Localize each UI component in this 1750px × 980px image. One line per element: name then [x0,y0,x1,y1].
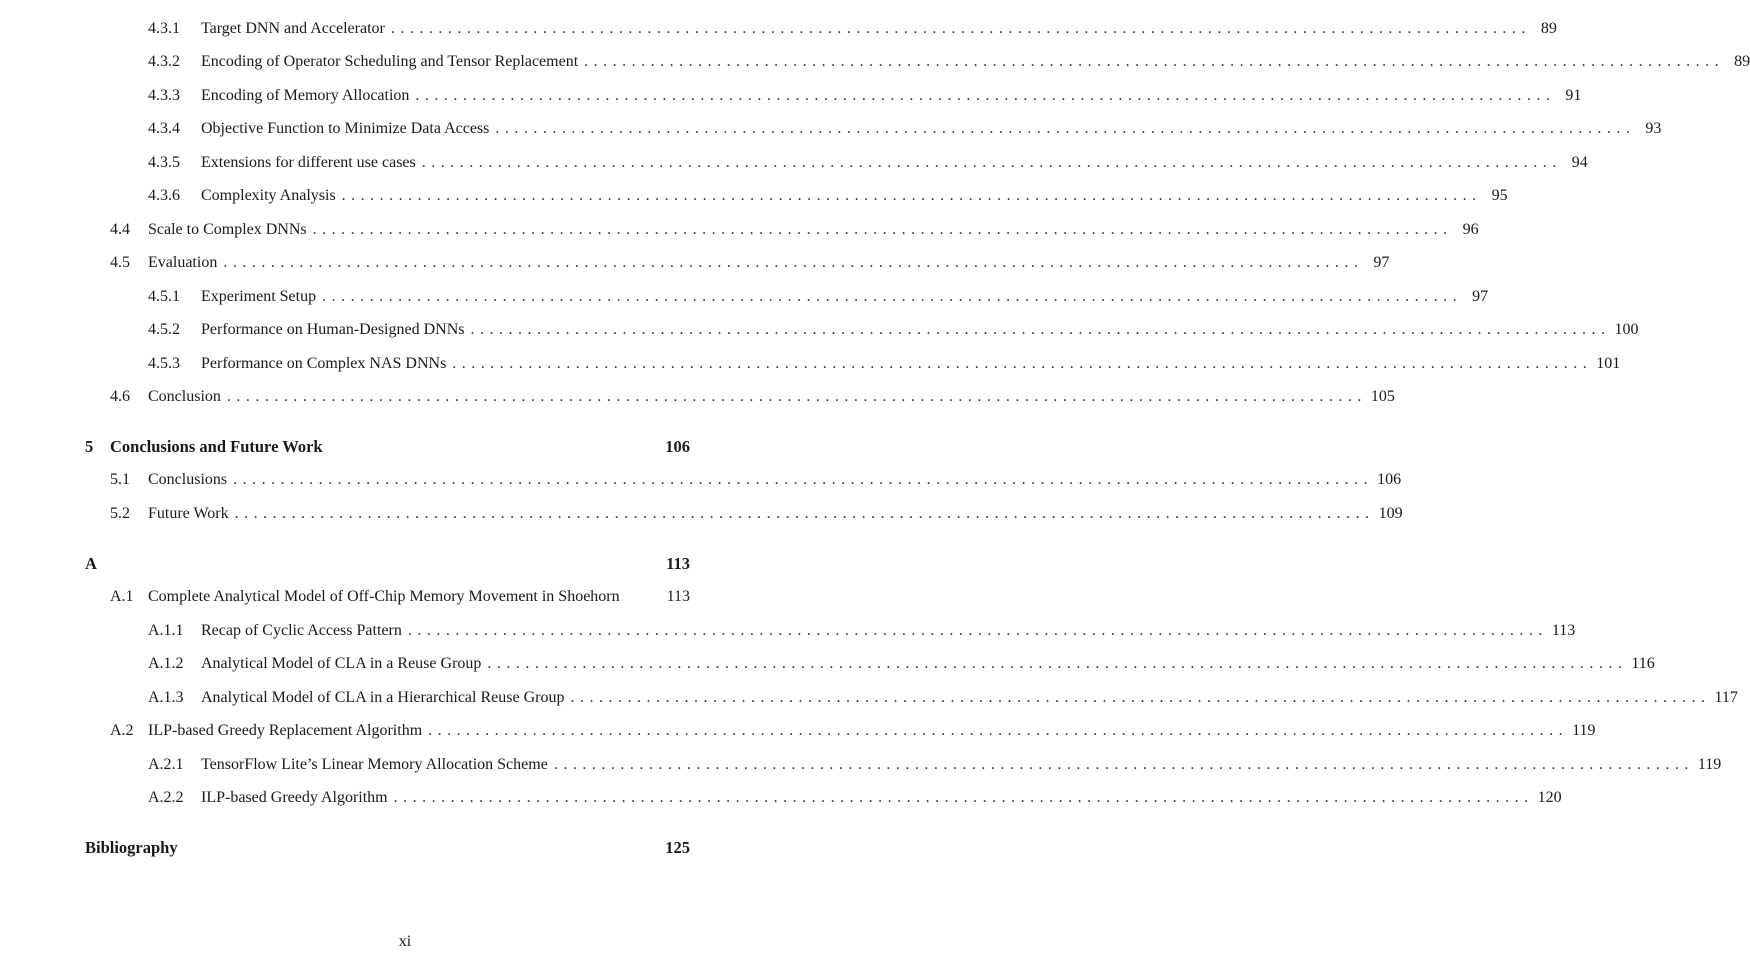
entry-page: 113 [666,554,690,573]
dot-leader: ........................................................................................................................ [390,20,1531,37]
entry-title: Encoding of Operator Scheduling and Tensor Replacement [201,53,579,70]
entry-number: A.2.1 [148,756,184,773]
entry-page: 113 [1551,622,1576,639]
dot-leader: ........................................................................................................................ [570,689,1711,706]
toc-entry-section [110,719,1596,743]
entry-number: 4.3.5 [148,154,180,171]
entry-number: A.2.2 [148,789,184,806]
entry-number: A [85,554,97,573]
toc-entry-subsection [148,117,1662,141]
entry-title: Target DNN and Accelerator [201,20,385,37]
entry-number: A.2 [110,722,134,739]
toc-entry-section [110,502,1403,526]
entry-number: 4.3.1 [148,20,180,37]
entry-title: Recap of Cyclic Access Pattern [201,622,402,639]
dot-leader: ........................................................................................................................ [233,471,1374,488]
entry-title: TensorFlow Lite’s Linear Memory Allocation Scheme [201,756,548,773]
entry-page: 116 [1631,655,1655,672]
entry-page: 120 [1537,789,1562,806]
dot-leader: ........................................................................................................................ [428,722,1569,739]
toc-entry-chapter [85,435,690,459]
entry-title: Scale to Complex DNNs [148,221,307,238]
entry-page: 113 [666,588,690,605]
dot-leader: ........................................................................................................................ [234,505,1375,522]
entry-title: Future Work [148,505,229,522]
dot-leader: ........................................................................................................................ [495,120,1636,137]
entry-number: 4.5.1 [148,288,180,305]
dot-leader: ........................................................................................................................ [470,321,1611,338]
toc-entry-subsection [148,285,1489,309]
toc-entry-subsection [148,786,1562,810]
entry-title: Bibliography [85,838,178,857]
entry-number: 4.4 [110,221,130,238]
entry-page: 96 [1462,221,1479,238]
entry-page: 89 [1734,53,1750,70]
entry-title: Analytical Model of CLA in a Hierarchical Reuse Group [201,689,565,706]
entry-number: 4.3.6 [148,187,180,204]
entry-page: 97 [1472,288,1489,305]
entry-title: Complete Analytical Model of Off-Chip Memory Movement in Shoehorn [148,588,620,605]
toc-entry-subsection [148,318,1639,342]
entry-title: Conclusions [148,471,228,488]
entry-number: 5.1 [110,471,130,488]
dot-leader: ........................................................................................................................ [584,53,1725,70]
entry-number: 4.5.3 [148,355,180,372]
page-number: xi [398,933,412,950]
dot-leader: ........................................................................................................................ [322,288,1463,305]
dot-leader: ........................................................................................................................ [415,87,1556,104]
entry-page: 119 [1572,722,1596,739]
entry-title: Extensions for different use cases [201,154,416,171]
toc-entry-section [110,468,1402,492]
entry-title: Performance on Human-Designed DNNs [201,321,465,338]
dot-leader: ........................................................................................................................ [226,388,1367,405]
entry-title: ILP-based Greedy Replacement Algorithm [148,722,423,739]
entry-page: 100 [1614,321,1639,338]
entry-title: Objective Function to Minimize Data Access [201,120,490,137]
entry-number: A.1.1 [148,622,184,639]
dot-leader: ........................................................................................................................ [407,622,1548,639]
entry-page: 95 [1491,187,1508,204]
entry-page: 109 [1378,505,1403,522]
toc-entry-subsection [148,686,1738,710]
toc-entry-section [110,385,1395,409]
dot-leader: ........................................................................................................................ [312,221,1453,238]
entry-page: 119 [1697,756,1722,773]
entry-title: ILP-based Greedy Algorithm [201,789,388,806]
entry-page: 106 [1377,471,1402,488]
toc-entry-subsection [148,184,1508,208]
entry-number: 4.5.2 [148,321,180,338]
entry-title: Performance on Complex NAS DNNs [201,355,447,372]
entry-number: 4.6 [110,388,130,405]
toc-entry-subsection [148,151,1588,175]
entry-number: A.1.2 [148,655,184,672]
entry-title: Analytical Model of CLA in a Reuse Group [201,655,482,672]
toc-entry-section [110,218,1479,242]
toc-entry-subsection [148,352,1621,376]
entry-page: 94 [1571,154,1588,171]
entry-page: 106 [665,437,690,456]
entry-page: 101 [1596,355,1621,372]
toc-entry-chapter [85,836,690,860]
toc-entry-subsection [148,652,1655,676]
toc-entry-chapter [85,552,690,576]
dot-leader: ........................................................................................................................ [487,655,1628,672]
entry-page: 125 [665,838,690,857]
entry-number: A.1.3 [148,689,184,706]
entry-title: Experiment Setup [201,288,317,305]
entry-number: 5 [85,437,94,456]
entry-page: 105 [1370,388,1395,405]
dot-leader: ........................................................................................................................ [553,756,1694,773]
entry-title: Conclusions and Future Work [110,437,323,456]
toc-entry-section [110,585,690,609]
entry-title: Conclusion [148,388,221,405]
entry-page: 93 [1645,120,1662,137]
entry-page: 117 [1714,689,1738,706]
entry-page: 97 [1373,254,1390,271]
entry-title: Evaluation [148,254,218,271]
dot-leader: ........................................................................................................................ [421,154,1562,171]
entry-title: Encoding of Memory Allocation [201,87,410,104]
toc-entry-subsection [148,753,1722,777]
entry-number: 4.5 [110,254,130,271]
entry-number: A.1 [110,588,134,605]
entry-number: 4.3.3 [148,87,180,104]
entry-title: Complexity Analysis [201,187,336,204]
entry-page: 89 [1540,20,1557,37]
dot-leader: ........................................................................................................................ [341,187,1482,204]
dot-leader: ........................................................................................................................ [393,789,1534,806]
entry-page: 91 [1565,87,1582,104]
entry-number: 5.2 [110,505,130,522]
toc-entry-subsection [148,619,1576,643]
toc-entry-section [110,251,1390,275]
dot-leader: ........................................................................................................................ [452,355,1593,372]
toc-entry-subsection [148,84,1582,108]
toc-entry-subsection [148,50,1750,74]
entry-number: 4.3.2 [148,53,180,70]
entry-number: 4.3.4 [148,120,180,137]
dot-leader: ........................................................................................................................ [223,254,1364,271]
toc-entry-subsection [148,17,1557,41]
